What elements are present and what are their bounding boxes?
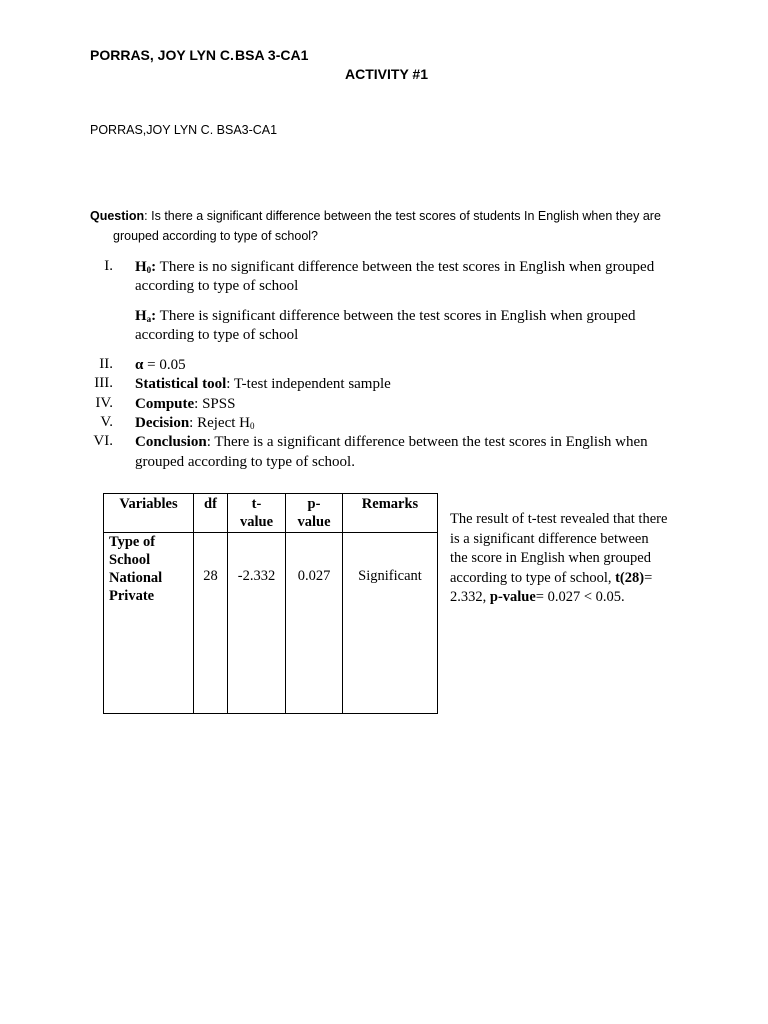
question-line-1: Question: Is there a significant difference between the test scores of students In English when they are: [90, 209, 661, 223]
conclusion-line-2: grouped according to type of school.: [135, 454, 355, 470]
numeral-vi: VI.: [93, 433, 113, 449]
compute-method: Compute: SPSS: [135, 396, 236, 412]
subheader: PORRAS,JOY LYN C. BSA3-CA1: [90, 123, 278, 137]
null-hypothesis-line-2: according to type of school: [135, 278, 299, 294]
question-label: Question: [90, 209, 145, 223]
student-section: BSA 3-CA1: [235, 47, 309, 63]
numeral-iv: IV.: [95, 395, 113, 411]
numeral-i: I.: [104, 258, 113, 274]
table-row: [104, 533, 438, 714]
decision: Decision: Reject $H_0$: [135, 415, 255, 431]
alt-hypothesis-line-2: according to type of school: [135, 327, 299, 343]
activity-title: ACTIVITY #1: [345, 66, 428, 82]
table-header-row: [104, 494, 438, 533]
alpha-level: α = 0.05: [135, 357, 186, 373]
cell-remarks: Significant: [343, 533, 438, 714]
numeral-iii: III.: [94, 375, 113, 391]
cell-variables: Type of School National Private: [104, 533, 194, 714]
header-remarks: Remarks: [343, 494, 438, 533]
student-name: PORRAS, JOY LYN C.: [90, 47, 234, 63]
statistical-tool: Statistical tool: T-test independent sample: [135, 376, 391, 392]
numeral-ii: II.: [99, 356, 113, 372]
result-summary: The result of t-test revealed that there is a significant difference between the score in English when grouped according to type of school, t(28)= 2.332, p-value= 0.027 < 0.05.: [450, 511, 668, 605]
question-line-2: grouped according to type of school?: [113, 229, 318, 243]
results-table: [103, 493, 438, 714]
conclusion-line-1: Conclusion: There is a significant difference between the test scores in English when: [135, 434, 648, 450]
null-hypothesis-line-1: $H_0$: There is no significant difference between the test scores in English when grouped: [135, 259, 655, 275]
header-df: df: [194, 494, 228, 533]
cell-t-value: -2.332: [228, 533, 286, 714]
numeral-v: V.: [100, 414, 113, 430]
header-p-value: p- value: [286, 494, 343, 533]
cell-p-value: 0.027: [286, 533, 343, 714]
header-t-value: t- value: [228, 494, 286, 533]
alt-hypothesis-line-1: $H_a$: There is significant difference between the test scores in English when grouped: [135, 308, 636, 324]
cell-df: 28: [194, 533, 228, 714]
header-variables: Variables: [104, 494, 194, 533]
